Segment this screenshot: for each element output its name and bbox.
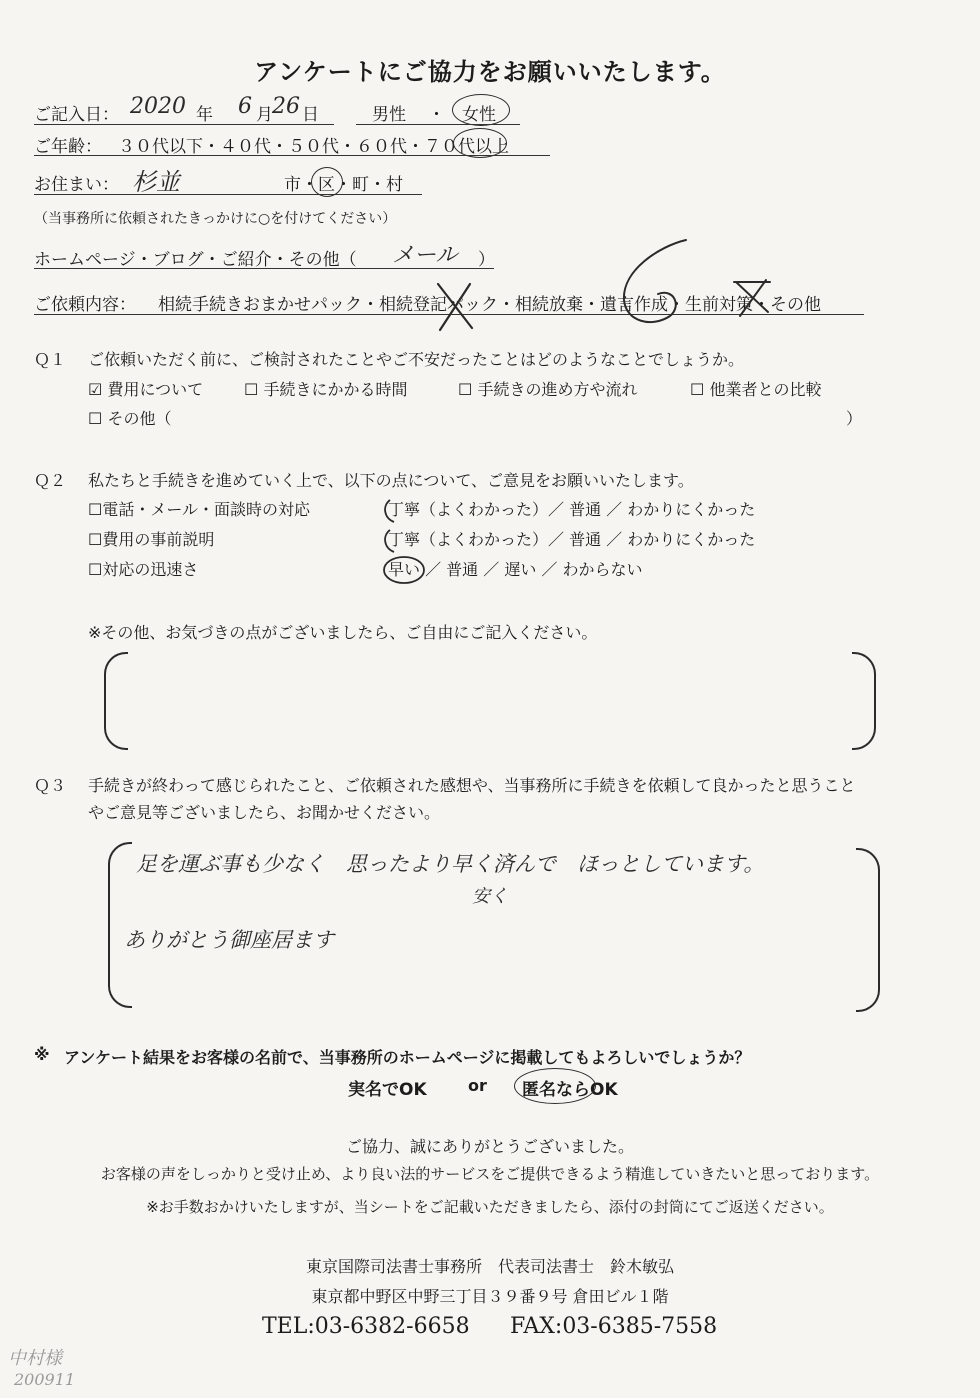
q1-option-process[interactable]: ☐ 手続きの進め方や流れ bbox=[458, 380, 638, 399]
q3-answer-insert[interactable]: 安く bbox=[472, 886, 508, 907]
checkbox-icon: ☐ bbox=[88, 409, 103, 428]
q2-number: Ｑ２ bbox=[34, 471, 67, 490]
closing-thanks: ご協力、誠にありがとうございました。 bbox=[345, 1137, 634, 1156]
address-ku-circle bbox=[311, 167, 343, 197]
address-units[interactable]: 市・区・町・村 bbox=[284, 175, 403, 195]
date-year-unit: 年 bbox=[196, 105, 213, 125]
address-value[interactable]: 杉並 bbox=[132, 168, 180, 196]
q2-free-prompt: ※その他、お気づきの点がございましたら、ご自由にご記入ください。 bbox=[88, 623, 598, 642]
age-options[interactable]: ３０代以下・４０代・５０代・６０代・７０代以上 bbox=[118, 137, 509, 157]
q3-answer-line2[interactable]: ありがとう御座居ます bbox=[124, 928, 334, 952]
publish-option-anonymous[interactable]: 匿名ならOK bbox=[522, 1080, 618, 1100]
date-day[interactable]: 26 bbox=[272, 94, 300, 119]
checkbox-icon: ☐ bbox=[244, 380, 259, 399]
q1-other-close: ） bbox=[846, 409, 863, 428]
q3-question-line1: 手続きが終わって感じられたこと、ご依頼された感想や、当事務所に手続きを依頼して良かったと思うこと bbox=[88, 776, 856, 795]
age-70s-circle bbox=[453, 128, 507, 158]
publish-question: アンケート結果をお客様の名前で、当事務所のホームページに掲載してもよろしいでしょうか？ bbox=[64, 1048, 751, 1067]
date-month[interactable]: 6 bbox=[238, 94, 252, 119]
q2-question: 私たちと手続きを進めていく上で、以下の点について、ご意見をお願いいたします。 bbox=[88, 471, 694, 490]
date-label: ご記入日： bbox=[34, 105, 119, 125]
address-underline bbox=[34, 194, 422, 195]
checkbox-icon: ☐ bbox=[458, 380, 473, 399]
q1-option-cost[interactable]: ☑ 費用について bbox=[88, 380, 204, 399]
q2-choices-contact[interactable]: 丁寧（よくわかった）／ 普通 ／ わかりにくかった bbox=[388, 500, 756, 519]
q2-free-box-right bbox=[852, 652, 876, 750]
publish-or: or bbox=[468, 1076, 487, 1095]
trigger-options[interactable]: ホームページ・ブログ・ご紹介・その他（ bbox=[34, 250, 357, 270]
trigger-value[interactable]: メール bbox=[392, 243, 458, 268]
publish-mark: ※ bbox=[34, 1045, 50, 1064]
office-fax: FAX:03-6385-7558 bbox=[510, 1314, 718, 1339]
closing-return-note: ※お手数おかけいたしますが、当シートをご記載いただきましたら、添付の封筒にてご返送ください。 bbox=[146, 1198, 834, 1216]
survey-title: アンケートにご協力をお願いいたします。 bbox=[254, 58, 726, 86]
trigger-note: （当事務所に依頼されたきっかけに○を付けてください） bbox=[34, 211, 397, 227]
trigger-close: ） bbox=[478, 250, 495, 270]
date-month-unit: 月 bbox=[256, 105, 273, 125]
gender-female-circle bbox=[452, 94, 510, 126]
q2-choices-speed[interactable]: 早い ／ 普通 ／ 遅い ／ わからない bbox=[388, 560, 643, 579]
date-year[interactable]: 2020 bbox=[130, 94, 186, 119]
q1-option-time[interactable]: ☐ 手続きにかかる時間 bbox=[244, 380, 408, 399]
q2-handwritten-circles bbox=[380, 492, 440, 592]
date-underline bbox=[34, 124, 334, 125]
date-day-unit: 日 bbox=[302, 105, 319, 125]
gender-underline bbox=[356, 124, 520, 125]
q2-item-contact[interactable]: ☐電話・メール・面談時の対応 bbox=[88, 500, 311, 519]
q2-choices-fee-explanation[interactable]: 丁寧（よくわかった）／ 普通 ／ わかりにくかった bbox=[388, 530, 756, 549]
q1-question: ご依頼いただく前に、ご検討されたことやご不安だったことはどのようなことでしょうか。 bbox=[88, 350, 745, 369]
q3-question-line2: やご意見等ございましたら、お聞かせください。 bbox=[88, 803, 441, 822]
q2-item-fee-explanation[interactable]: ☐費用の事前説明 bbox=[88, 530, 215, 549]
request-options[interactable]: 相続手続きおまかせパック・相続登記パック・相続放棄・遺言作成・生前対策・その他 bbox=[158, 295, 821, 315]
publish-option-real-name[interactable]: 実名でOK bbox=[348, 1080, 427, 1100]
margin-note-number: 200911 bbox=[14, 1370, 76, 1389]
address-label: お住まい： bbox=[34, 175, 119, 195]
q3-answer-line1[interactable]: 足を運ぶ事も少なく 思ったより早く済んで ほっとしています。 bbox=[136, 852, 765, 876]
q3-answer-box-right bbox=[856, 848, 880, 1012]
gender-female[interactable]: 女性 bbox=[462, 105, 496, 125]
checked-box-icon: ☑ bbox=[88, 380, 103, 399]
office-name: 東京国際司法書士事務所 代表司法書士 鈴木敏弘 bbox=[305, 1257, 674, 1276]
closing-message: お客様の声をしっかりと受け止め、より良い法的サービスをご提供できるよう精進していきたいと思っております。 bbox=[100, 1165, 880, 1183]
margin-note-name: 中村様 bbox=[8, 1348, 62, 1369]
publish-anonymous-circle bbox=[514, 1068, 596, 1104]
q1-option-compare[interactable]: ☐ 他業者との比較 bbox=[690, 380, 822, 399]
q3-number: Ｑ３ bbox=[34, 776, 67, 795]
checkbox-icon: ☐ bbox=[690, 380, 705, 399]
request-label: ご依頼内容： bbox=[34, 295, 136, 315]
gender-separator: ・ bbox=[428, 105, 445, 125]
q2-free-box-left bbox=[104, 652, 128, 750]
age-underline bbox=[34, 155, 550, 156]
q1-option-other[interactable]: ☐ その他（ bbox=[88, 409, 172, 428]
q2-item-speed[interactable]: ☐対応の迅速さ bbox=[88, 560, 199, 579]
q1-number: Ｑ１ bbox=[34, 350, 67, 369]
request-handwritten-marks bbox=[420, 236, 800, 336]
office-tel: TEL:03-6382-6658 bbox=[262, 1314, 470, 1339]
age-label: ご年齢： bbox=[34, 137, 102, 157]
office-address: 東京都中野区中野三丁目３９番９号 倉田ビル１階 bbox=[311, 1287, 669, 1306]
gender-male[interactable]: 男性 bbox=[372, 105, 406, 125]
